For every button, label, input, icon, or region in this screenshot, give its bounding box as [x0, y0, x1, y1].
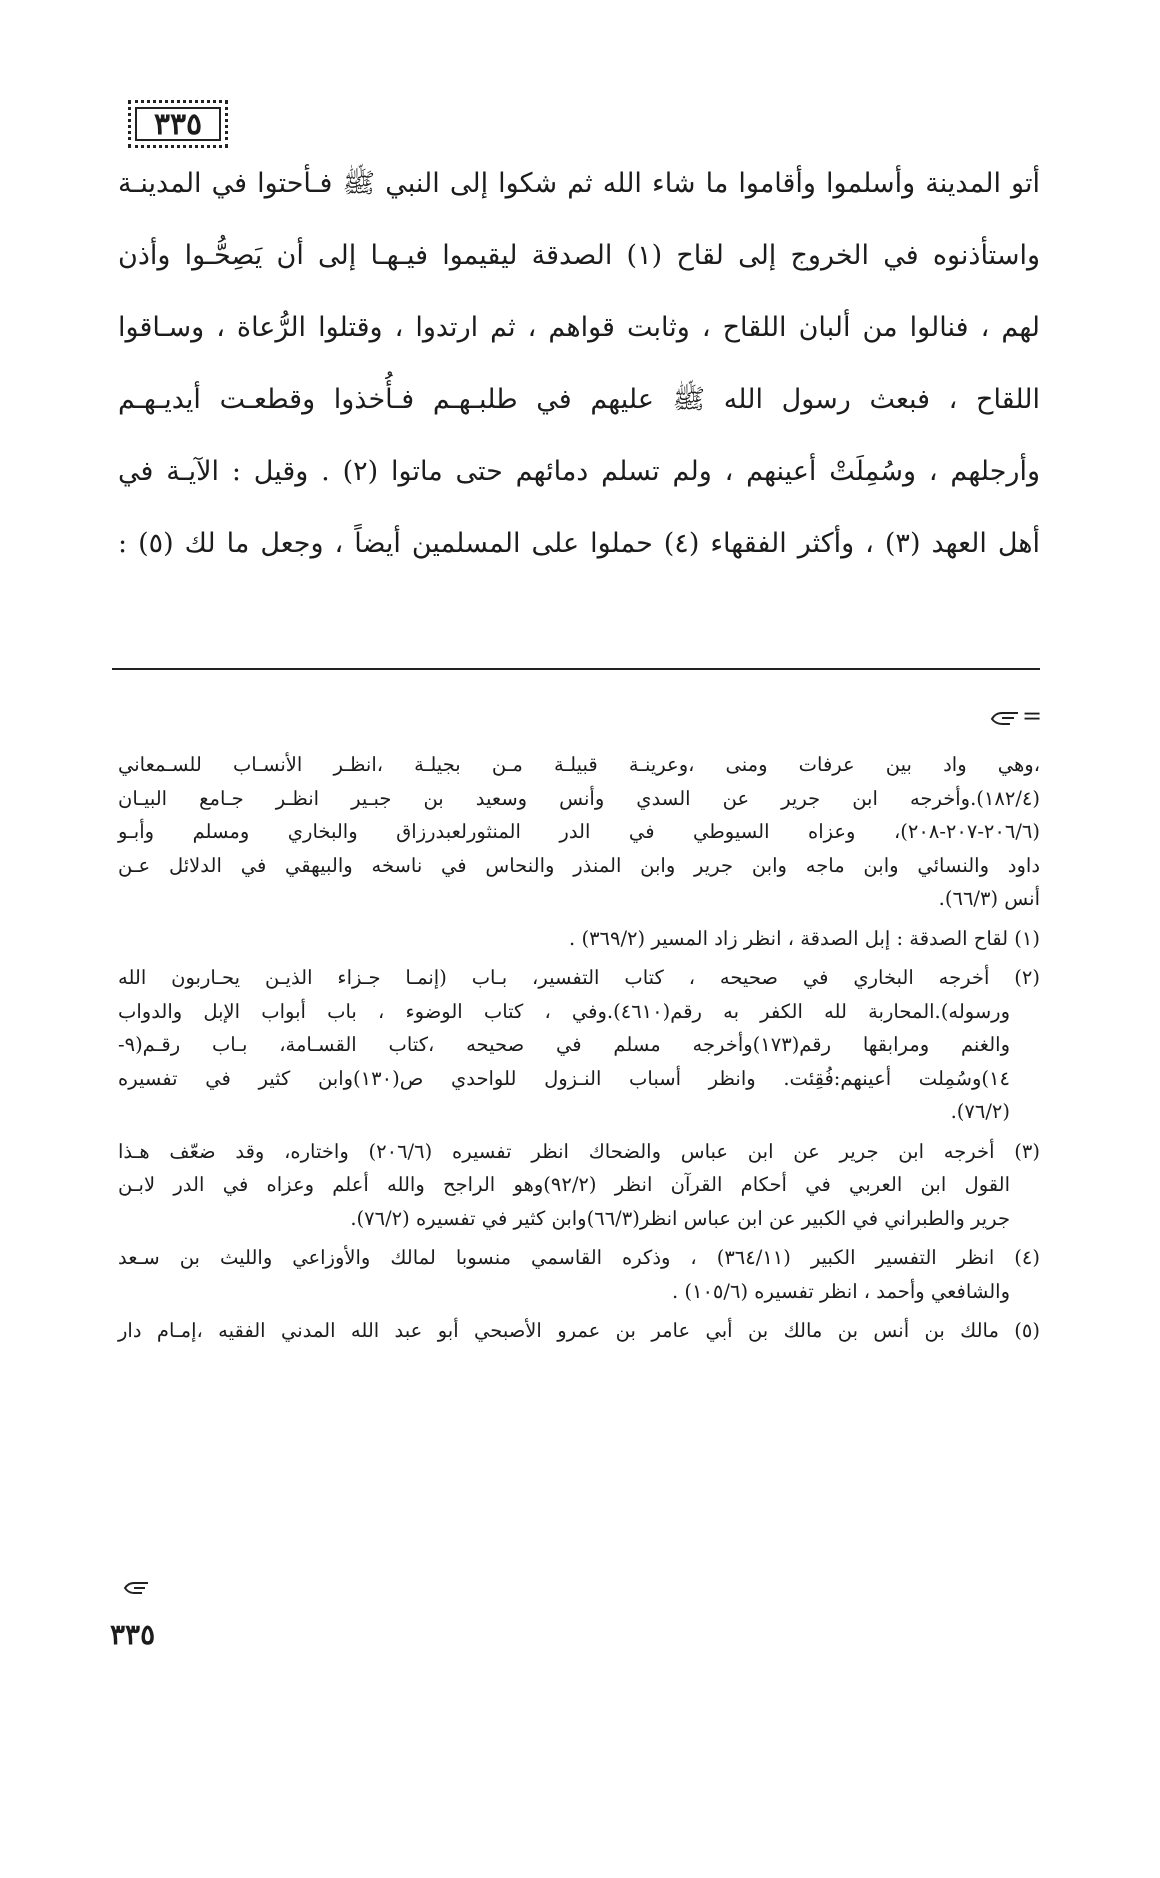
footnote-separator	[112, 668, 1040, 670]
footnote-1	[118, 922, 1040, 956]
page-number-box	[128, 100, 228, 148]
footnote-line: (١) لقاح الصدقة : إبل الصدقة ، انظر زاد المسير (٣٦٩/٢) .	[569, 926, 1040, 950]
footnote-line: ورسوله).المحاربة لله الكفر به رقم(٤٦١٠).وفي ، كتاب الوضوء ، باب أبواب الإبل والدواب	[118, 999, 1011, 1023]
footnote-line: داود والنسائي وابن ماجه وابن جرير وابن المنذر والنحاس في ناسخه والبيهقي في الدلائل عـن	[118, 853, 1040, 877]
hand-pointer-icon	[122, 1578, 152, 1598]
footnote-line: أنس (٦٦/٣).	[938, 887, 1040, 910]
main-line: لهم ، فنالوا من ألبان اللقاح ، وثابت قواهم ، ثم ارتدوا ، وقتلوا الرُّعاة ، وسـاقوا	[118, 312, 1040, 343]
main-text	[118, 148, 1040, 580]
footnote-line: ١٤)وسُمِلت أعينهم:فُقِئت. وانظر أسباب النـزول للواحدي ص(١٣٠)وابن كثير في تفسيره	[118, 1066, 1010, 1090]
footnote-3	[118, 1135, 1040, 1236]
footnote-line: والغنم ومرابقها رقم(١٧٣)وأخرجه مسلم في صحيحه ،كتاب القسـامة، بـاب رقـم(٩-	[118, 1033, 1010, 1056]
footnote-5	[118, 1314, 1040, 1348]
footnote-line: (١٨٢/٤).وأخرجه ابن جرير عن السدي وأنس وسعيد بن جبـير انظـر جـامع البيـان	[118, 786, 1040, 810]
main-line: أهل العهد (٣) ، وأكثر الفقهاء (٤) حملوا على المسلمين أيضاً ، وجعل ما لك (٥) :	[118, 528, 1041, 559]
footnote-line: (٧٦/٢).	[950, 1100, 1010, 1123]
footnote-line: ،وهي واد بين عرفات ومنى ،وعرينـة قبيلـة مـن بجيلـة ،انظـر الأنسـاب للسـمعاني	[118, 753, 1040, 776]
footnote-line: (٣) أخرجه ابن جرير عن ابن عباس والضحاك انظر تفسيره (٢٠٦/٦) واختاره، وقد ضعّف هـذا	[118, 1139, 1040, 1163]
footnote-continued	[118, 748, 1040, 916]
footnote-line: (٢) أخرجه البخاري في صحيحه ، كتاب التفسير، بـاب (إنمـا جـزاء الذيـن يحـاربون الله	[118, 966, 1040, 989]
footnote-line: (٥) مالك بن أنس بن مالك بن أبي عامر بن عمرو الأصبحي أبو عبد الله المدني الفقيه ،إمـام دار	[118, 1319, 1040, 1342]
footnote-line: القول ابن العربي في أحكام القرآن انظر (٩٢/٢)وهو الراجح والله أعلم وعزاه في الدر لابـن	[118, 1173, 1010, 1196]
footnote-line: (٢٠٦/٦-٢٠٧-٢٠٨)، وعزاه السيوطي في الدر المنثورلعبدرزاق والبخاري ومسلم وأبـو	[118, 820, 1040, 843]
main-line: واستأذنوه في الخروج إلى لقاح (١) الصدقة ليقيموا فيـهـا إلى أن يَصِحُّـوا وأذن	[118, 240, 1040, 271]
main-line: وأرجلهم ، وسُمِلَتْ أعينهم ، ولم تسلم دمائهم حتى ماتوا (٢) . وقيل : الآيـة في	[118, 456, 1040, 487]
main-line: أتو المدينة وأسلموا وأقاموا ما شاء الله ثم شكوا إلى النبي ﷺ فـأحتوا في المدينـة	[118, 168, 1040, 199]
footnote-line: والشافعي وأحمد ، انظر تفسيره (١٠٥/٦) .	[671, 1279, 1010, 1303]
footnote-4	[118, 1241, 1040, 1308]
footnote-continuation-mark: =	[988, 702, 1042, 730]
footnote-2	[118, 961, 1040, 1129]
hand-pointer-icon	[988, 707, 1022, 729]
footnote-line: جرير والطبراني في الكبير عن ابن عباس انظر(٦٦/٣)وابن كثير في تفسيره (٧٦/٢).	[350, 1206, 1010, 1230]
footnote-line: (٤) انظر التفسير الكبير (٣٦٤/١١) ، وذكره القاسمي منسوبا لمالك والأوزاعي والليث بن سـعد	[118, 1246, 1040, 1269]
page-number-bottom: ٣٣٥	[110, 1618, 156, 1651]
main-line: اللقاح ، فبعث رسول الله ﷺ عليهم في طلبـهـم فـأُخذوا وقطعـت أيديـهـم	[118, 384, 1040, 415]
page-number-top: ٣٣٥	[153, 106, 203, 142]
next-page-mark	[122, 1578, 152, 1604]
footnotes	[118, 748, 1040, 1348]
